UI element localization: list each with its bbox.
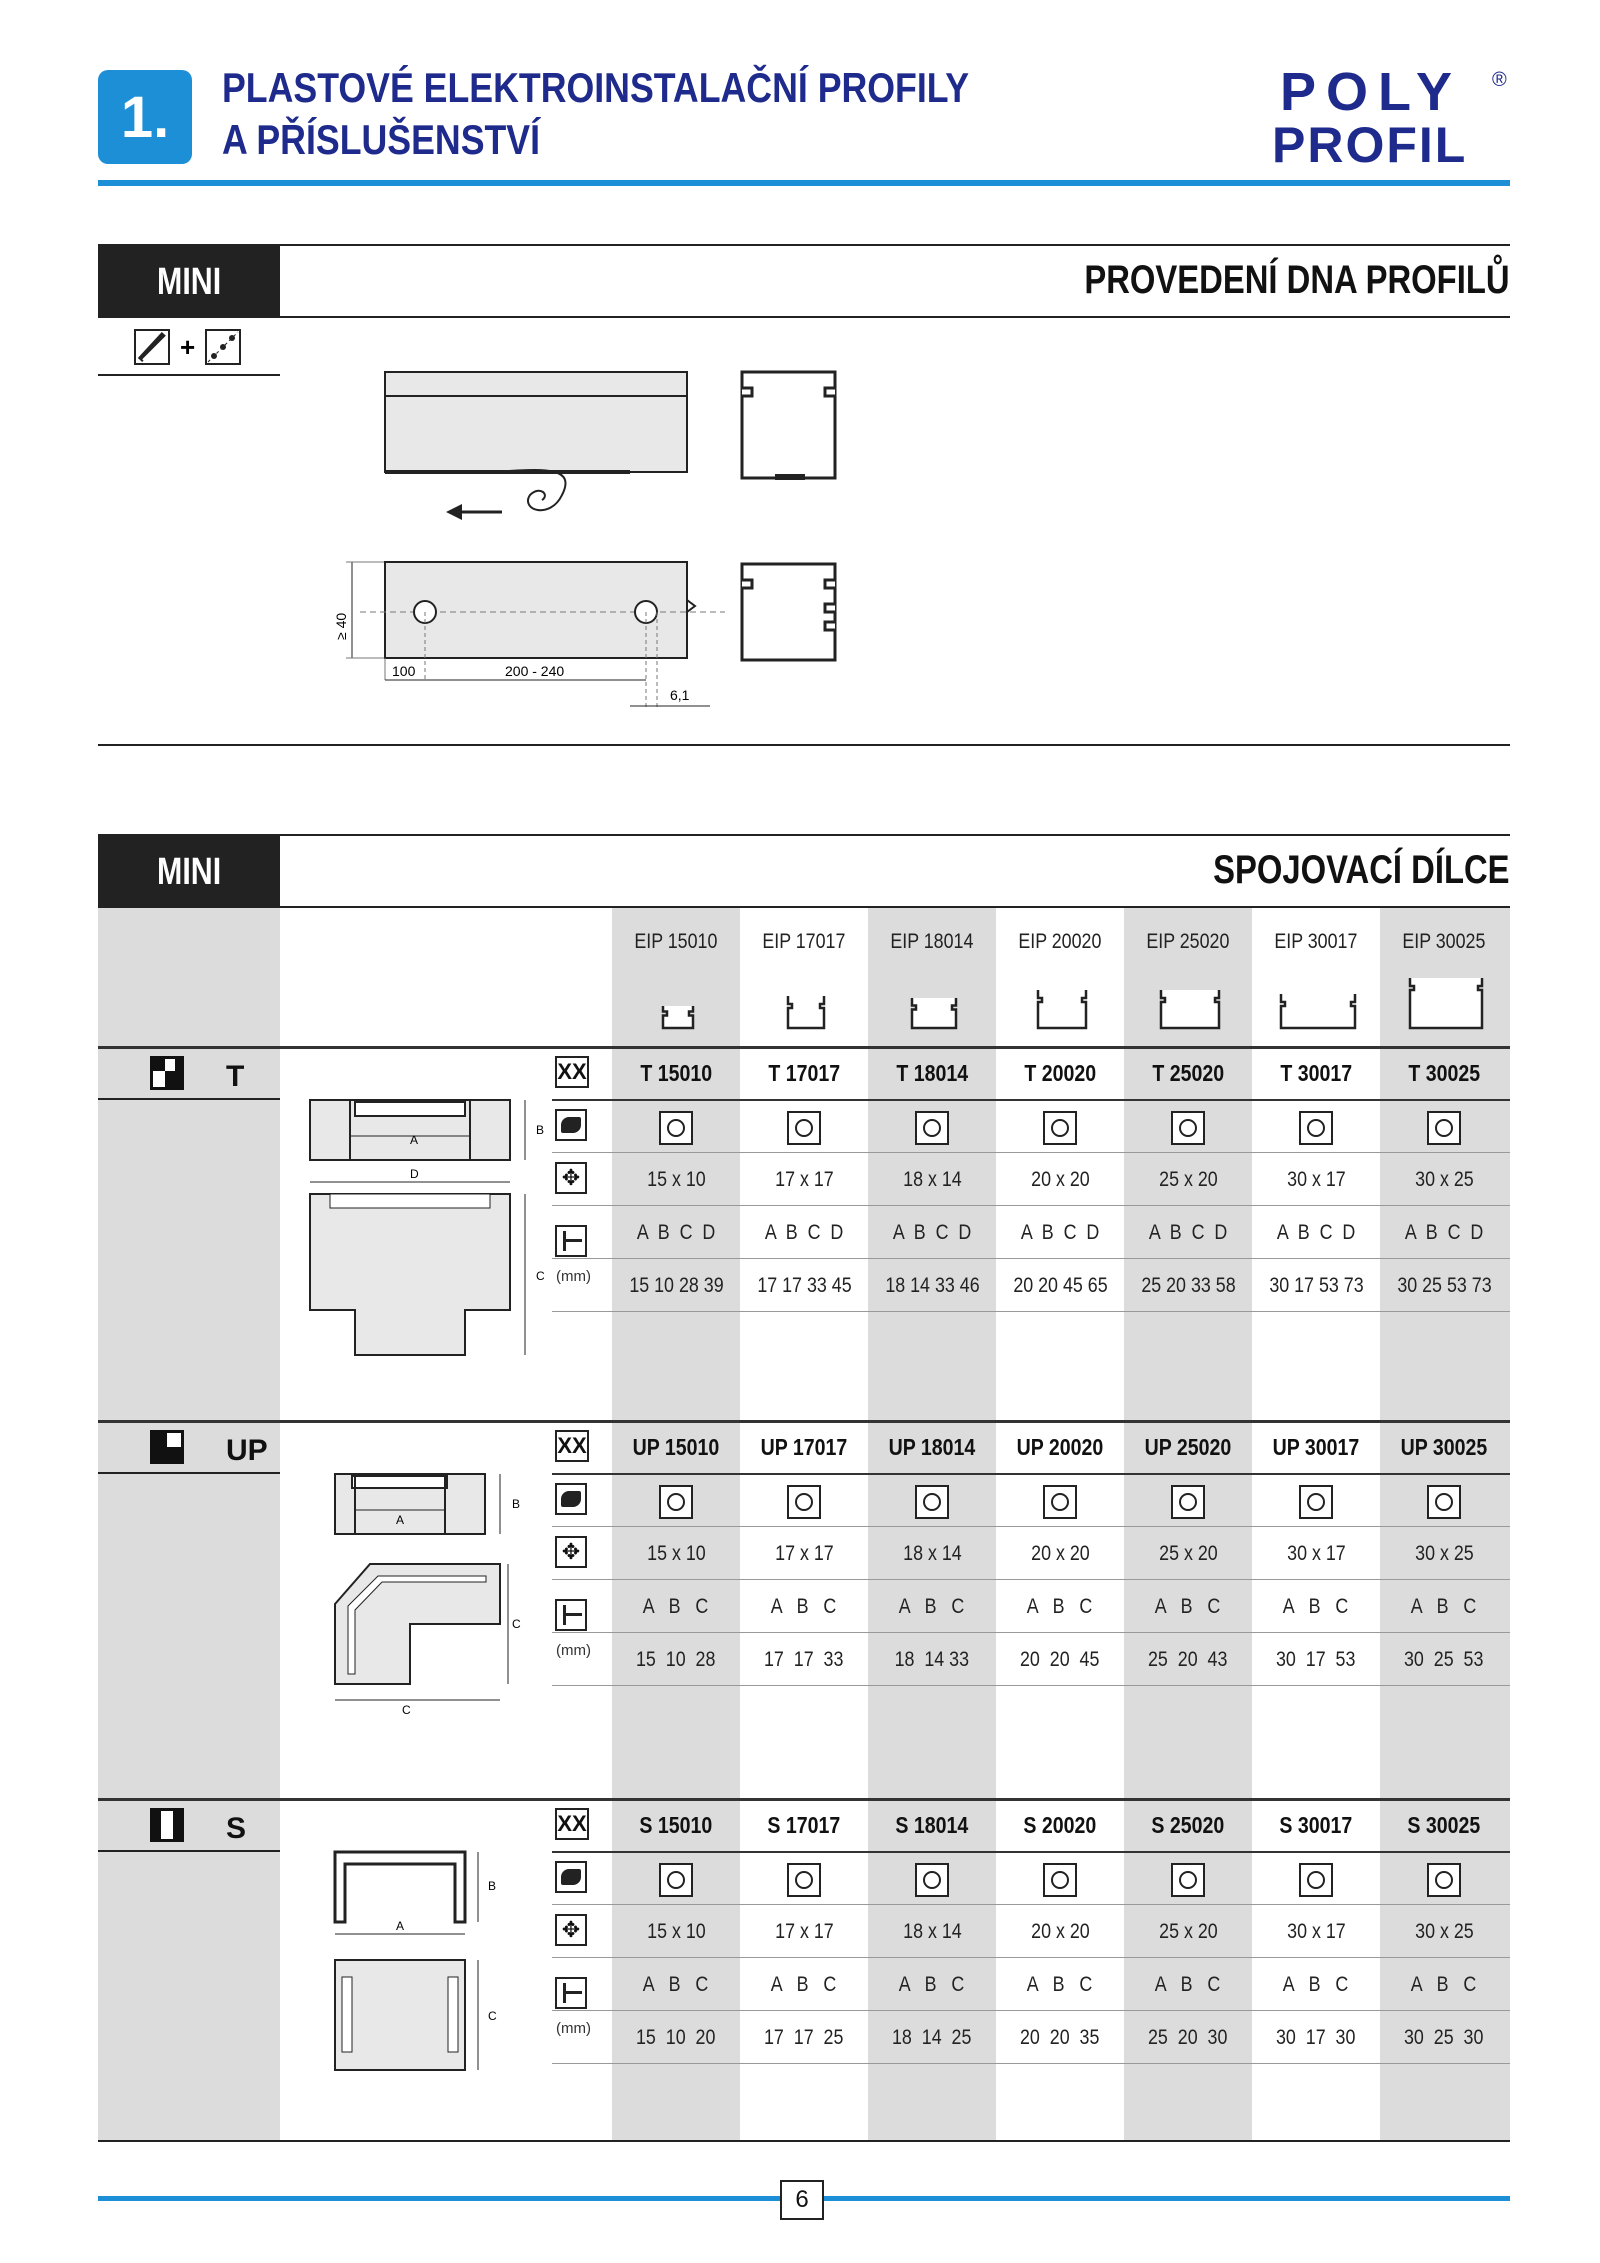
profile-name: EIP 17017 xyxy=(762,930,846,953)
fitting-code: UP 17017 xyxy=(760,1434,848,1460)
profile-section-icon xyxy=(661,1004,695,1030)
fitting-dimensions: 30 25 53 73 xyxy=(1396,1274,1492,1297)
fitting-dimensions: 18 14 33 xyxy=(894,1648,970,1671)
unit-label: (mm) xyxy=(556,1642,591,1659)
section2-sub-rule xyxy=(98,906,1510,908)
profile-section-icon xyxy=(1408,976,1484,1030)
fitting-size: 15 x 10 xyxy=(646,1920,706,1943)
profile-name: EIP 30025 xyxy=(1402,930,1486,953)
adhesive-icon xyxy=(555,1109,587,1141)
profile-section-icon xyxy=(786,994,826,1030)
svg-text:+: + xyxy=(180,332,196,362)
fitting-code: UP 30017 xyxy=(1272,1434,1360,1460)
fitting-type-label: T xyxy=(226,1060,245,1093)
section2-title: SPOJOVACÍ DÍLCE xyxy=(1213,848,1510,892)
section1-bottom-rule xyxy=(98,744,1510,746)
table-row-rule xyxy=(552,1258,1510,1259)
fitting-size: 25 x 20 xyxy=(1158,1542,1218,1565)
code-icon: XX xyxy=(555,1430,589,1462)
dimension-letters: A B C D xyxy=(1404,1221,1484,1244)
fitting-size: 17 x 17 xyxy=(774,1542,834,1565)
mounting-icons xyxy=(134,328,244,366)
fitting-mount-icon xyxy=(1299,1111,1333,1145)
fitting-dimensions: 30 17 53 73 xyxy=(1268,1274,1364,1297)
dimension-letters: A B C D xyxy=(764,1221,844,1244)
fitting-type-icon xyxy=(150,1430,184,1464)
profile-section-icon xyxy=(1036,988,1088,1030)
fitting-size: 18 x 14 xyxy=(902,1168,962,1191)
logo-line-1: POLY xyxy=(1280,62,1463,122)
table-row-rule xyxy=(552,1579,1510,1580)
fitting-dimensions: 15 10 20 xyxy=(636,2026,716,2049)
fitting-type-label: S xyxy=(226,1812,247,1845)
figure-letter-b: B xyxy=(488,1879,497,1893)
polyprofil-logo xyxy=(1270,62,1520,172)
fitting-mount-icon xyxy=(1043,1485,1077,1519)
fitting-code: UP 25020 xyxy=(1144,1434,1232,1460)
group-label-rule xyxy=(98,1098,280,1100)
profile-bottom-drawing xyxy=(330,360,870,730)
profile-name: EIP 18014 xyxy=(890,930,974,953)
section1-title: PROVEDENÍ DNA PROFILŮ xyxy=(1084,258,1510,302)
dimension-letters: A B C xyxy=(1283,1973,1349,1996)
fitting-code: T 20020 xyxy=(1024,1060,1096,1086)
adhesive-icon xyxy=(555,1483,587,1515)
code-icon: XX xyxy=(555,1056,589,1088)
code-icon: XX xyxy=(555,1808,589,1840)
fitting-mount-icon xyxy=(915,1863,949,1897)
fitting-size: 30 x 17 xyxy=(1286,1168,1346,1191)
table-row-rule xyxy=(552,1957,1510,1958)
fitting-code: T 17017 xyxy=(768,1060,840,1086)
unit-label: (mm) xyxy=(556,1268,591,1285)
fitting-mount-icon xyxy=(659,1485,693,1519)
fitting-mount-icon xyxy=(1427,1485,1461,1519)
fitting-mount-icon xyxy=(787,1863,821,1897)
group-label-rule xyxy=(98,1850,280,1852)
icons-rule xyxy=(98,374,280,376)
section2-badge: MINI xyxy=(98,836,280,908)
fitting-dimensions: 30 17 30 xyxy=(1276,2026,1356,2049)
section1-top-rule xyxy=(98,244,1510,246)
fitting-mount-icon xyxy=(915,1485,949,1519)
fitting-size: 17 x 17 xyxy=(774,1168,834,1191)
size-icon: ✥ xyxy=(555,1914,587,1946)
section1-badge: MINI xyxy=(98,246,280,318)
table-row-rule xyxy=(552,2010,1510,2011)
dimension-letters: A B C D xyxy=(1276,1221,1356,1244)
figure-letter-b: B xyxy=(512,1497,521,1511)
dimension-letters: A B C D xyxy=(892,1221,972,1244)
table-row-rule xyxy=(552,1473,1510,1475)
fitting-size: 30 x 17 xyxy=(1286,1542,1346,1565)
fitting-dimensions: 20 20 35 xyxy=(1020,2026,1100,2049)
title-line-2: A PŘÍSLUŠENSTVÍ xyxy=(222,116,541,163)
fitting-type-icon xyxy=(150,1056,184,1090)
profile-section-icon xyxy=(910,996,958,1030)
fitting-dimensions: 25 20 43 xyxy=(1148,1648,1228,1671)
fitting-size: 30 x 25 xyxy=(1414,1168,1474,1191)
fitting-dimensions: 15 10 28 39 xyxy=(628,1274,724,1297)
fitting-dimensions: 17 17 25 xyxy=(764,2026,844,2049)
profile-name: EIP 30017 xyxy=(1274,930,1358,953)
fitting-code: T 18014 xyxy=(896,1060,968,1086)
fitting-size: 30 x 25 xyxy=(1414,1542,1474,1565)
section2-top-rule xyxy=(98,834,1510,836)
fitting-size: 20 x 20 xyxy=(1030,1920,1090,1943)
fitting-mount-icon xyxy=(659,1863,693,1897)
fitting-code: S 30017 xyxy=(1279,1812,1353,1838)
fitting-dimensions: 30 17 53 xyxy=(1276,1648,1356,1671)
dimension-icon xyxy=(555,1599,587,1631)
group-top-rule xyxy=(98,1798,1510,1801)
profile-section-icon xyxy=(1159,988,1221,1030)
profile-name: EIP 25020 xyxy=(1146,930,1230,953)
dimension-letters: A B C xyxy=(1411,1973,1477,1996)
dimension-letters: A B C xyxy=(643,1973,709,1996)
dimension-icon xyxy=(555,1977,587,2009)
dim-hole-spacing: 200 - 240 xyxy=(505,663,565,679)
fitting-code: T 30017 xyxy=(1280,1060,1352,1086)
page-title xyxy=(222,62,969,166)
fitting-mount-icon xyxy=(787,1485,821,1519)
fitting-mount-icon xyxy=(1171,1863,1205,1897)
fitting-dimensions: 20 20 45 xyxy=(1020,1648,1100,1671)
dimension-letters: A B C xyxy=(899,1973,965,1996)
page-number: 6 xyxy=(780,2180,824,2220)
fitting-mount-icon xyxy=(1427,1863,1461,1897)
dimension-letters: A B C xyxy=(1283,1595,1349,1618)
figure-letter-c: C xyxy=(536,1269,545,1283)
figure-letter-b: B xyxy=(536,1123,545,1137)
joint-fitting-drawing xyxy=(300,1842,550,2162)
dim-hole-diameter: 6,1 xyxy=(670,687,690,703)
fitting-code: UP 15010 xyxy=(632,1434,720,1460)
fitting-size: 30 x 25 xyxy=(1414,1920,1474,1943)
fitting-mount-icon xyxy=(1043,1111,1077,1145)
fitting-size: 18 x 14 xyxy=(902,1542,962,1565)
section1-sub-rule xyxy=(280,316,1510,318)
fitting-code: S 20020 xyxy=(1023,1812,1097,1838)
fitting-code: T 25020 xyxy=(1152,1060,1224,1086)
fitting-size: 25 x 20 xyxy=(1158,1920,1218,1943)
figure-letter-a: A xyxy=(396,1513,405,1527)
dim-min-height: ≥ 40 xyxy=(333,612,349,640)
adhesive-icon xyxy=(555,1861,587,1893)
fitting-code: S 15010 xyxy=(639,1812,713,1838)
figure-letter-c: C xyxy=(512,1617,521,1631)
figure-letter-c: C xyxy=(488,2009,497,2023)
chapter-number: 1. xyxy=(98,70,192,164)
shaded-column-1 xyxy=(612,906,740,2140)
size-icon: ✥ xyxy=(555,1536,587,1568)
dimension-letters: A B C xyxy=(1411,1595,1477,1618)
group-top-rule xyxy=(98,1420,1510,1423)
fitting-dimensions: 20 20 45 65 xyxy=(1012,1274,1108,1297)
fitting-dimensions: 18 14 33 46 xyxy=(884,1274,980,1297)
table-row-rule xyxy=(552,1632,1510,1633)
dimension-letters: A B C D xyxy=(1020,1221,1100,1244)
fitting-size: 15 x 10 xyxy=(646,1542,706,1565)
fitting-dimensions: 25 20 33 58 xyxy=(1140,1274,1236,1297)
group-label-rule xyxy=(98,1472,280,1474)
group-top-rule xyxy=(98,1046,1510,1049)
fitting-mount-icon xyxy=(915,1111,949,1145)
shaded-column-3 xyxy=(868,906,996,2140)
fitting-code: S 18014 xyxy=(895,1812,969,1838)
fitting-size: 30 x 17 xyxy=(1286,1920,1346,1943)
fitting-code: UP 20020 xyxy=(1016,1434,1104,1460)
fitting-code: UP 30025 xyxy=(1400,1434,1488,1460)
dimension-letters: A B C xyxy=(771,1973,837,1996)
unit-label: (mm) xyxy=(556,2020,591,2037)
fitting-mount-icon xyxy=(1299,1863,1333,1897)
figure-letter-a: A xyxy=(410,1133,419,1147)
dimension-letters: A B C xyxy=(643,1595,709,1618)
profile-name: EIP 20020 xyxy=(1018,930,1102,953)
corner-fitting-drawing xyxy=(300,1464,550,1784)
fitting-size: 20 x 20 xyxy=(1030,1168,1090,1191)
fitting-mount-icon xyxy=(1427,1111,1461,1145)
table-row-rule xyxy=(552,1205,1510,1206)
logo-registered-mark: ® xyxy=(1492,69,1507,91)
fitting-code: S 17017 xyxy=(767,1812,841,1838)
logo-line-2: PROFIL xyxy=(1272,117,1468,172)
fitting-size: 17 x 17 xyxy=(774,1920,834,1943)
fitting-code: T 15010 xyxy=(640,1060,712,1086)
fitting-size: 18 x 14 xyxy=(902,1920,962,1943)
fitting-dimensions: 30 25 30 xyxy=(1404,2026,1484,2049)
fitting-dimensions: 17 17 33 xyxy=(764,1648,844,1671)
dimension-letters: A B C xyxy=(771,1595,837,1618)
fitting-dimensions: 30 25 53 xyxy=(1404,1648,1484,1671)
figure-letter-d: D xyxy=(410,1167,419,1181)
fitting-mount-icon xyxy=(787,1111,821,1145)
dimension-icon xyxy=(555,1225,587,1257)
fitting-mount-icon xyxy=(1171,1485,1205,1519)
header-rule xyxy=(98,180,1510,186)
fitting-size: 20 x 20 xyxy=(1030,1542,1090,1565)
table-row-rule xyxy=(552,1099,1510,1101)
fitting-mount-icon xyxy=(659,1111,693,1145)
dimension-letters: A B C xyxy=(1155,1973,1221,1996)
fitting-dimensions: 15 10 28 xyxy=(636,1648,716,1671)
fitting-dimensions: 18 14 25 xyxy=(892,2026,972,2049)
fitting-code: UP 18014 xyxy=(888,1434,976,1460)
fitting-dimensions: 17 17 33 45 xyxy=(756,1274,852,1297)
dimension-letters: A B C xyxy=(1027,1973,1093,1996)
tee-fitting-drawing xyxy=(300,1090,550,1410)
fitting-code: T 30025 xyxy=(1408,1060,1480,1086)
table-row-rule xyxy=(552,1904,1510,1905)
dimension-letters: A B C xyxy=(1155,1595,1221,1618)
table-row-rule xyxy=(552,2063,1510,2064)
fitting-code: S 30025 xyxy=(1407,1812,1481,1838)
figure-letter-a: A xyxy=(396,1919,405,1933)
dimension-letters: A B C D xyxy=(636,1221,716,1244)
left-label-column xyxy=(98,906,280,2140)
fitting-type-label: UP xyxy=(226,1434,268,1467)
shaded-column-7 xyxy=(1380,906,1510,2140)
fitting-type-icon xyxy=(150,1808,184,1842)
table-row-rule xyxy=(552,1526,1510,1527)
profile-name: EIP 15010 xyxy=(634,930,718,953)
fitting-code: S 25020 xyxy=(1151,1812,1225,1838)
fitting-dimensions: 25 20 30 xyxy=(1148,2026,1228,2049)
table-row-rule xyxy=(552,1152,1510,1153)
profile-section-icon xyxy=(1279,992,1357,1030)
dimension-letters: A B C D xyxy=(1148,1221,1228,1244)
shaded-column-5 xyxy=(1124,906,1252,2140)
dim-edge-hole: 100 xyxy=(392,663,416,679)
dimension-letters: A B C xyxy=(1027,1595,1093,1618)
figure-letter-c-bottom: C xyxy=(402,1703,411,1717)
fitting-mount-icon xyxy=(1171,1111,1205,1145)
table-row-rule xyxy=(552,1851,1510,1853)
title-line-1: PLASTOVÉ ELEKTROINSTALAČNÍ PROFILY xyxy=(222,64,970,111)
fitting-size: 15 x 10 xyxy=(646,1168,706,1191)
table-row-rule xyxy=(552,1311,1510,1312)
fitting-mount-icon xyxy=(1043,1863,1077,1897)
size-icon: ✥ xyxy=(555,1162,587,1194)
table-row-rule xyxy=(552,1685,1510,1686)
fitting-size: 25 x 20 xyxy=(1158,1168,1218,1191)
dimension-letters: A B C xyxy=(899,1595,965,1618)
fitting-mount-icon xyxy=(1299,1485,1333,1519)
